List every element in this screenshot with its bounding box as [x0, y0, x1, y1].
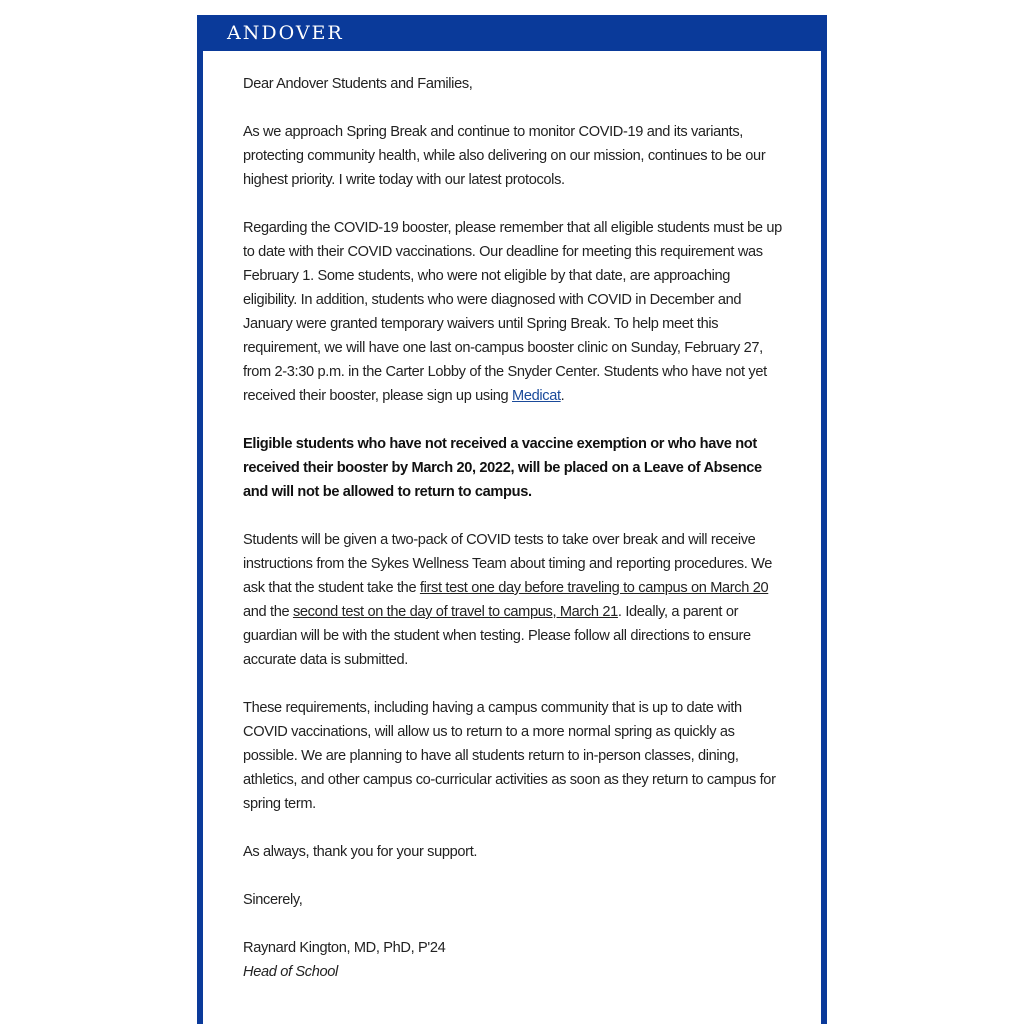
- email-body: [203, 51, 821, 1024]
- testing-text-a: Students will be given a two-pack of COVID tests to take over break and will receive instructions from the Sykes Wellness Team about timing and reporting procedures. We ask that the student take the: [243, 532, 773, 596]
- paragraph-intro: As we approach Spring Break and continue to monitor COVID-19 and its variants, protecting community health, while also delivering on our mission, continues to be our highest priority. I write today with our latest protocols.: [243, 124, 766, 188]
- greeting: Dear Andover Students and Families,: [243, 76, 473, 92]
- medicat-link[interactable]: Medicat: [512, 388, 561, 404]
- letter-content: [243, 72, 783, 984]
- testing-text-b: and the: [243, 604, 293, 620]
- signature-name: Raynard Kington, MD, PhD, P'24: [243, 940, 446, 956]
- booster-end: .: [560, 388, 565, 404]
- paragraph-requirements: These requirements, including having a campus community that is up to date with COVID vaccinations, will allow us to return to a more normal spring as quickly as possible. We are planning to have all students return to in-person classes, dining, athletics, and other campus co-curricular activities as soon as they return to campus for spring term.: [243, 700, 776, 812]
- andover-logo[interactable]: ANDOVER: [227, 22, 344, 44]
- paragraph-booster: [243, 216, 783, 408]
- paragraph-thanks: As always, thank you for your support.: [243, 844, 478, 860]
- closing: Sincerely,: [243, 892, 303, 908]
- testing-text-c: . Ideally, a parent or guardian will be with the student when testing. Please follow all directions to ensure accurate data is submitted.: [243, 604, 751, 668]
- paragraph-leave-warning: Eligible students who have not received a vaccine exemption or who have not received their booster by March 20, 2022, will be placed on a Leave of Absence and will not be allowed to return to campus.: [243, 436, 762, 500]
- second-test-underline: second test on the day of travel to campus, March 21: [292, 604, 618, 620]
- paragraph-testing: [243, 528, 783, 672]
- first-test-underline: first test one day before traveling to campus on March 20: [419, 580, 769, 596]
- email-frame: [197, 15, 827, 1024]
- header-band: [197, 15, 827, 51]
- booster-text: Regarding the COVID-19 booster, please remember that all eligible students must be up to date with their COVID vaccinations. Our deadline for meeting this requirement was February 1. Some students, who were not eligible by that date, are approaching eligibility. In addition, students who were diagnosed with COVID in December and January were granted temporary waivers until Spring Break. To help meet this requirement, we will have one last on-campus booster clinic on Sunday, February 27, from 2-3:30 p.m. in the Carter Lobby of the Snyder Center. Students who have not yet received their booster, please sign up using: [243, 220, 782, 404]
- signature-title: Head of School: [243, 964, 338, 980]
